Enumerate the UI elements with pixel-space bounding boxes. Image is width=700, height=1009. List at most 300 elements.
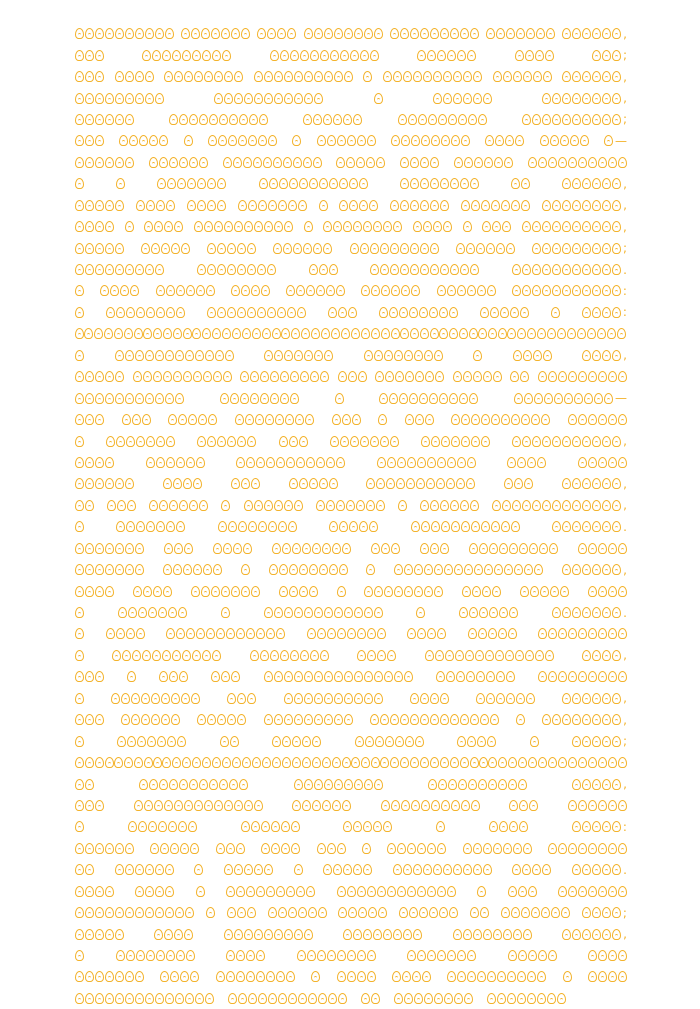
script-word [485,135,524,146]
script-glyph [513,929,522,940]
script-glyph [356,157,365,168]
script-word [394,564,543,575]
script-glyph [75,714,84,725]
script-word [116,521,185,532]
script-glyph [364,28,373,39]
script-glyph [592,285,601,296]
script-glyph [548,628,557,639]
script-glyph [237,307,246,318]
script-word [482,221,511,232]
script-glyph [470,264,479,275]
script-glyph [467,950,476,961]
script-glyph [146,200,155,211]
script-glyph [356,500,365,511]
script-glyph [357,950,366,961]
script-glyph [360,243,369,254]
script-glyph [219,779,228,790]
script-word [463,843,532,854]
script-glyph [234,221,243,232]
script-glyph [376,478,385,489]
script-glyph [172,757,181,768]
script-word [284,693,383,704]
script-glyph [329,564,338,575]
script-glyph [105,757,114,768]
script-glyph [134,328,143,339]
script-glyph [457,971,466,982]
script-glyph [186,457,195,468]
script-glyph [303,114,312,125]
script-word [511,178,530,189]
script-glyph [461,200,470,211]
script-glyph [319,200,328,211]
script-glyph [455,650,464,661]
script-glyph [138,607,147,618]
script-glyph [333,114,342,125]
script-word [184,135,193,146]
script-word [469,543,558,554]
script-glyph [612,779,621,790]
script-glyph [602,907,611,918]
script-glyph [453,929,462,940]
script-glyph [511,200,520,211]
script-glyph [542,114,551,125]
script-glyph [238,200,247,211]
script-glyph [403,864,412,875]
script-glyph [532,285,541,296]
script-glyph [562,478,571,489]
script-word [380,757,479,768]
script-glyph [532,221,541,232]
script-glyph [582,864,591,875]
script-glyph [95,93,104,104]
script-glyph [511,178,520,189]
text-line [75,152,627,173]
script-word [294,779,383,790]
script-glyph [434,586,443,597]
script-glyph [105,114,114,125]
script-glyph [268,521,277,532]
script-glyph [476,671,485,682]
script-glyph [85,28,94,39]
script-word [272,736,321,747]
script-glyph [136,200,145,211]
script-glyph [357,886,366,897]
script-glyph [588,843,597,854]
script-glyph [282,543,291,554]
script-glyph [95,71,104,82]
script-glyph [190,843,199,854]
script-glyph [290,650,299,661]
script-glyph [602,864,611,875]
script-glyph [197,264,206,275]
script-glyph [542,864,551,875]
script-glyph [168,821,177,832]
script-glyph [115,243,124,254]
script-glyph [552,436,561,447]
script-word [391,135,470,146]
script-glyph [451,135,460,146]
script-word [568,414,627,425]
script-glyph [344,607,353,618]
script-glyph [145,28,154,39]
script-glyph [85,264,94,275]
script-word [75,843,134,854]
script-glyph [602,436,611,447]
script-glyph [440,500,449,511]
script-word [133,586,172,597]
script-glyph [538,950,547,961]
script-glyph [124,757,133,768]
script-glyph [237,714,246,725]
script-glyph [323,114,332,125]
script-glyph [612,521,621,532]
script-glyph [568,757,577,768]
script-glyph [558,843,567,854]
punctuation-mark: , [623,434,627,449]
script-glyph [166,521,175,532]
script-glyph [247,264,256,275]
script-glyph [126,307,135,318]
script-glyph [504,564,513,575]
script-glyph [115,71,124,82]
script-glyph [264,93,273,104]
script-glyph [368,907,377,918]
script-glyph [509,543,518,554]
text-line [75,709,627,730]
text-line [75,66,627,87]
script-glyph [404,564,413,575]
script-glyph [469,393,478,404]
script-glyph [458,779,467,790]
script-glyph [85,779,94,790]
script-glyph [582,607,591,618]
script-glyph [367,135,376,146]
script-glyph [338,907,347,918]
script-glyph [407,457,416,468]
script-glyph [284,71,293,82]
script-glyph [185,907,194,918]
script-glyph [395,736,404,747]
script-glyph [415,371,424,382]
script-glyph [120,285,129,296]
script-glyph [582,564,591,575]
script-glyph [463,221,472,232]
script-glyph [357,628,366,639]
script-glyph [236,886,245,897]
script-glyph [394,564,403,575]
script-glyph [424,586,433,597]
script-glyph [582,821,591,832]
script-glyph [180,843,189,854]
script-glyph [311,971,320,982]
script-glyph [85,243,94,254]
script-glyph [333,221,342,232]
script-glyph [302,757,311,768]
script-glyph [336,457,345,468]
script-glyph [515,50,524,61]
script-glyph [461,436,470,447]
script-glyph [612,693,621,704]
script-glyph [560,586,569,597]
script-word [286,285,345,296]
script-word [398,114,487,125]
script-glyph [145,264,154,275]
script-glyph [439,307,448,318]
script-glyph [236,971,245,982]
script-glyph [427,628,436,639]
script-glyph [280,393,289,404]
script-glyph [95,221,104,232]
script-glyph [186,950,195,961]
script-glyph [262,757,271,768]
script-glyph [501,414,510,425]
script-glyph [577,328,586,339]
script-glyph [165,28,174,39]
script-glyph [139,779,148,790]
script-glyph [453,71,462,82]
script-glyph [592,28,601,39]
script-glyph [457,950,466,961]
script-glyph [166,307,175,318]
script-glyph [283,157,292,168]
script-glyph [524,478,533,489]
script-glyph [95,371,104,382]
script-word [223,157,322,168]
script-glyph [612,714,621,725]
script-glyph [105,929,114,940]
script-glyph [85,393,94,404]
script-glyph [234,71,243,82]
script-glyph [198,414,207,425]
script-glyph [145,71,154,82]
script-word [75,564,144,575]
script-glyph [612,564,621,575]
script-word [337,586,346,597]
script-glyph [444,993,453,1004]
script-glyph [592,71,601,82]
script-glyph [217,307,226,318]
script-glyph [311,328,320,339]
punctuation-mark: ; [622,241,627,256]
script-glyph [142,650,151,661]
script-word [75,607,84,618]
script-glyph [323,864,332,875]
script-glyph [285,414,294,425]
script-glyph [346,500,355,511]
script-word [514,391,627,405]
script-glyph [253,157,262,168]
script-glyph [598,671,607,682]
script-glyph [115,843,124,854]
script-glyph [460,757,469,768]
script-glyph [464,157,473,168]
script-word [588,950,627,961]
script-glyph [354,779,363,790]
script-glyph [197,200,206,211]
script-word [292,800,351,811]
script-glyph [502,221,511,232]
script-glyph [369,521,378,532]
script-glyph [504,478,513,489]
script-glyph [399,907,408,918]
script-glyph [257,307,266,318]
script-glyph [370,714,379,725]
script-glyph [141,714,150,725]
script-glyph [598,371,607,382]
script-glyph [433,93,442,104]
script-glyph [512,285,521,296]
script-glyph [562,929,571,940]
script-glyph [459,393,468,404]
script-glyph [413,221,422,232]
script-glyph [548,157,557,168]
script-word [118,607,187,618]
script-word [487,993,566,1004]
script-glyph [227,714,236,725]
script-glyph [567,328,576,339]
script-glyph [582,929,591,940]
script-glyph [105,971,114,982]
script-glyph [116,436,125,447]
script-word [154,929,193,940]
script-glyph [298,907,307,918]
script-glyph [342,757,351,768]
script-glyph [322,800,331,811]
script-word [371,543,400,554]
script-word [75,307,84,318]
script-glyph [580,135,589,146]
script-glyph [347,971,356,982]
script-glyph [95,28,104,39]
script-glyph [385,736,394,747]
script-glyph [405,736,414,747]
script-glyph [395,371,404,382]
script-glyph [268,200,277,211]
text-line [75,366,627,387]
script-glyph [218,521,227,532]
script-glyph [332,414,341,425]
script-glyph [225,350,234,361]
script-glyph [361,285,370,296]
script-glyph [203,564,212,575]
script-glyph [554,393,563,404]
script-glyph [588,628,597,639]
script-glyph [354,671,363,682]
script-glyph [110,285,119,296]
script-glyph [75,586,84,597]
script-glyph [336,285,345,296]
script-glyph [75,736,84,747]
punctuation-mark: , [623,691,627,706]
script-glyph [349,178,358,189]
script-glyph [226,950,235,961]
script-glyph [135,907,144,918]
script-word [572,820,627,834]
script-glyph [261,843,270,854]
punctuation-mark: ; [622,905,627,920]
script-word [75,671,104,682]
script-glyph [562,264,571,275]
script-glyph [410,243,419,254]
script-glyph [164,543,173,554]
script-word [552,520,627,534]
script-glyph [550,135,559,146]
script-glyph [602,821,611,832]
script-word [75,521,84,532]
script-glyph [521,200,530,211]
script-word [116,950,195,961]
script-glyph [542,436,551,447]
script-glyph [602,307,611,318]
script-glyph [324,350,333,361]
script-glyph [463,93,472,104]
script-glyph [95,543,104,554]
script-glyph [309,478,318,489]
script-glyph [136,628,145,639]
script-glyph [293,243,302,254]
script-glyph [466,243,475,254]
script-glyph [612,650,621,661]
script-glyph [266,628,275,639]
script-word [163,564,222,575]
script-glyph [264,929,273,940]
script-word [582,648,627,662]
script-word [425,650,554,661]
script-glyph [451,521,460,532]
script-glyph [213,564,222,575]
script-glyph [105,886,114,897]
script-glyph [125,564,134,575]
script-word [112,650,221,661]
script-glyph [302,800,311,811]
script-glyph [149,500,158,511]
script-glyph [474,157,483,168]
script-glyph [221,500,230,511]
script-glyph [75,436,84,447]
script-glyph [279,178,288,189]
script-glyph [159,500,168,511]
script-glyph [602,200,611,211]
script-word [374,93,383,104]
script-glyph [588,950,597,961]
script-glyph [116,178,125,189]
script-glyph [135,393,144,404]
script-word [146,457,205,468]
script-glyph [508,757,517,768]
script-glyph [450,28,459,39]
script-glyph [529,800,538,811]
punctuation-mark: , [623,777,627,792]
script-glyph [531,414,540,425]
script-glyph [423,221,432,232]
script-glyph [156,457,165,468]
script-glyph [85,886,94,897]
script-word [106,628,145,639]
text-line [75,945,627,966]
script-glyph [126,628,135,639]
script-glyph [558,757,567,768]
script-glyph [548,371,557,382]
script-glyph [156,307,165,318]
script-glyph [381,328,390,339]
punctuation-mark: , [623,26,627,41]
script-glyph [343,821,352,832]
script-glyph [562,243,571,254]
script-glyph [281,821,290,832]
script-glyph [552,243,561,254]
script-glyph [519,821,528,832]
script-glyph [446,478,455,489]
